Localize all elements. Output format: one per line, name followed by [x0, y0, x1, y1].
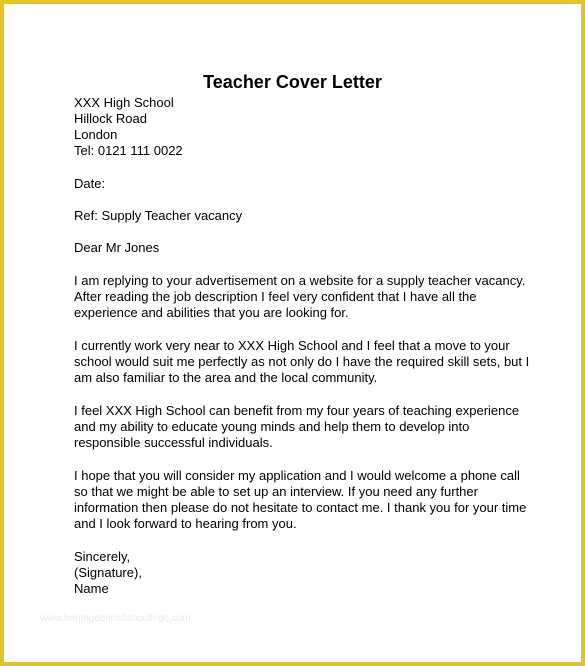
paragraph-4-line-2: so that we might be able to set up an interview. If you need any further — [74, 484, 478, 499]
salutation: Dear Mr Jones — [74, 240, 160, 255]
paragraph-2-line-2: school would suit me perfectly as not only do I have the required skill sets, but I — [74, 354, 530, 369]
closing-sincerely: Sincerely, — [74, 549, 131, 564]
closing-name: Name — [74, 581, 109, 596]
address-line-school: XXX High School — [74, 95, 174, 110]
address-line-street: Hillock Road — [74, 111, 147, 126]
address-line-phone: Tel: 0121 111 0022 — [74, 143, 183, 158]
paragraph-2-line-1: I currently work very near to XXX High School and I feel that a move to your — [74, 338, 510, 353]
paragraph-1-line-2: After reading the job description I feel very confident that I have all the — [74, 289, 477, 304]
paragraph-3-line-2: and my ability to educate young minds and help them to develop into — [74, 419, 470, 434]
watermark-text: www.heritagechristiancollege.com — [40, 613, 191, 624]
letter-title: Teacher Cover Letter — [203, 72, 382, 92]
paragraph-1-line-1: I am replying to your advertisement on a website for a supply teacher vacancy. — [74, 273, 526, 288]
paragraph-4-line-1: I hope that you will consider my application and I would welcome a phone call — [74, 468, 520, 483]
paragraph-4-line-3: information then please do not hesitate to contact me. I thank you for your time — [74, 500, 527, 515]
date-label: Date: — [74, 176, 106, 191]
closing-signature: (Signature), — [74, 565, 142, 580]
paragraph-4-line-4: and I look forward to hearing from you. — [74, 516, 297, 531]
paragraph-1-line-3: experience and abilities that you are looking for. — [74, 305, 349, 320]
reference-line: Ref: Supply Teacher vacancy — [74, 208, 243, 223]
address-line-city: London — [74, 127, 118, 142]
paragraph-3-line-1: I feel XXX High School can benefit from my four years of teaching experience — [74, 403, 520, 418]
paragraph-2-line-3: am also familiar to the area and the local community. — [74, 370, 378, 385]
paragraph-3-line-3: responsible successful individuals. — [74, 435, 273, 450]
